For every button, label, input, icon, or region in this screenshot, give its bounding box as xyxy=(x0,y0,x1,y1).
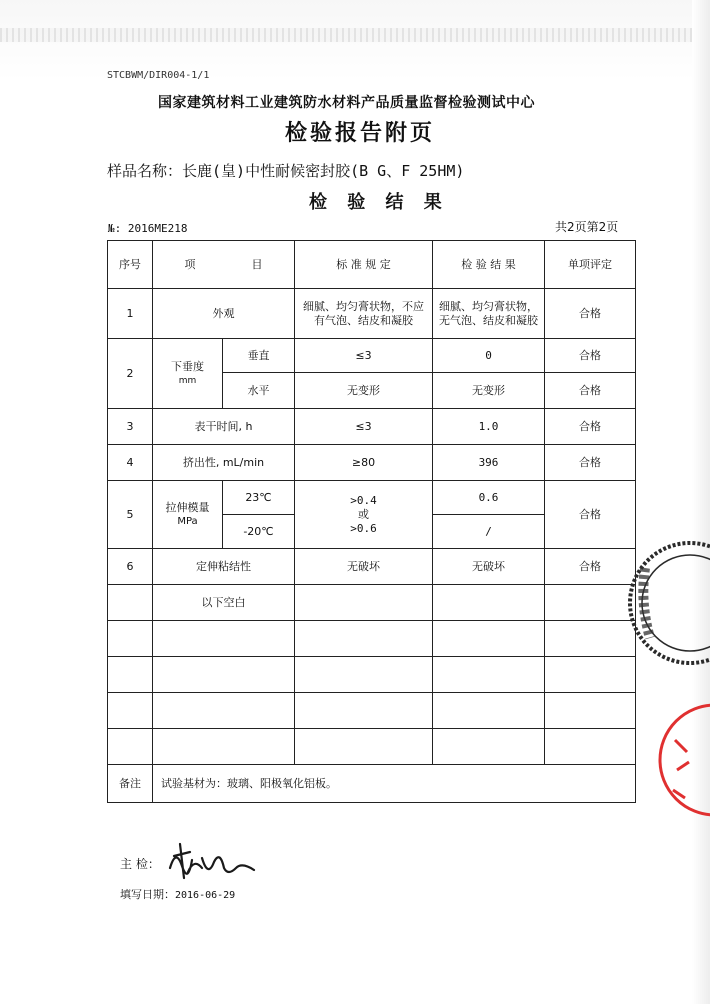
table-header-row xyxy=(108,241,636,289)
table-row: 1 外观 细腻、均匀膏状物，不应有气泡、结皮和凝胶 细腻、均匀膏状物，无气泡、结皮和凝胶 合格 xyxy=(108,289,636,339)
report-number: №: 2016ME218 xyxy=(108,222,188,235)
special-seal-icon xyxy=(655,690,710,830)
table-row: 水平 无变形 无变形 合格 xyxy=(108,373,636,409)
table-row: 5 拉伸模量 MPa 23℃ >0.4 或 >0.6 0.6 合格 xyxy=(108,481,636,515)
header-result: 检 验 结 果 xyxy=(433,241,545,289)
fill-date-value: 2016-06-29 xyxy=(175,890,236,901)
header-item-b: 目 xyxy=(251,257,263,271)
fill-date-label: 填写日期： xyxy=(120,888,175,901)
table-row: 4 挤出性, mL/min ≥80 396 合格 xyxy=(108,445,636,481)
table-row-empty xyxy=(108,693,636,729)
inspector-signature-icon xyxy=(162,838,262,888)
table-row-empty xyxy=(108,621,636,657)
page-indicator: 共2页第2页 xyxy=(555,220,619,234)
header-judgment: 单项评定 xyxy=(545,241,636,289)
remark-value: 试验基材为：玻璃、阳极氧化铝板。 xyxy=(153,765,636,803)
scan-artifact-band xyxy=(0,28,710,42)
results-heading: 检 验 结 果 xyxy=(309,192,449,213)
sample-name-value: 长鹿(皇)中性耐候密封胶(B G、F 25HM) xyxy=(182,162,465,180)
inspector-label: 主 检： xyxy=(120,857,160,871)
remark-label: 备注 xyxy=(108,765,153,803)
header-standard: 标 准 规 定 xyxy=(295,241,433,289)
table-remark-row xyxy=(108,765,636,803)
table-row: 6 定伸粘结性 无破坏 无破坏 合格 xyxy=(108,549,636,585)
table-row: 2 下垂度 mm 垂直 ≤3 0 合格 xyxy=(108,339,636,373)
results-table xyxy=(107,240,636,803)
sample-name-label: 样品名称： xyxy=(107,162,183,180)
header-item xyxy=(153,241,295,289)
sample-name-line xyxy=(107,160,464,181)
header-no: 序号 xyxy=(108,241,153,289)
sag-item-cell: 下垂度 mm xyxy=(153,339,223,409)
table-row: 3 表干时间, h ≤3 1.0 合格 xyxy=(108,409,636,445)
inspector-line xyxy=(120,855,160,872)
document-code: STCBWM/DIR004-1/1 xyxy=(107,70,210,81)
table-row-blank-note: 以下空白 xyxy=(108,585,636,621)
modulus-standard-cell: >0.4 或 >0.6 xyxy=(295,481,433,549)
table-row-empty xyxy=(108,657,636,693)
header-item-a: 项 xyxy=(184,257,196,271)
fill-date-line xyxy=(120,886,235,902)
page-edge-shadow xyxy=(692,0,710,1004)
report-title: 检验报告附页 xyxy=(285,121,436,146)
modulus-item-cell: 拉伸模量 MPa xyxy=(153,481,223,549)
table-row: -20℃ / xyxy=(108,515,636,549)
inspection-seal-icon xyxy=(620,528,710,678)
organization-name: 国家建筑材料工业建筑防水材料产品质量监督检验测试中心 xyxy=(158,95,535,111)
table-row-empty xyxy=(108,729,636,765)
